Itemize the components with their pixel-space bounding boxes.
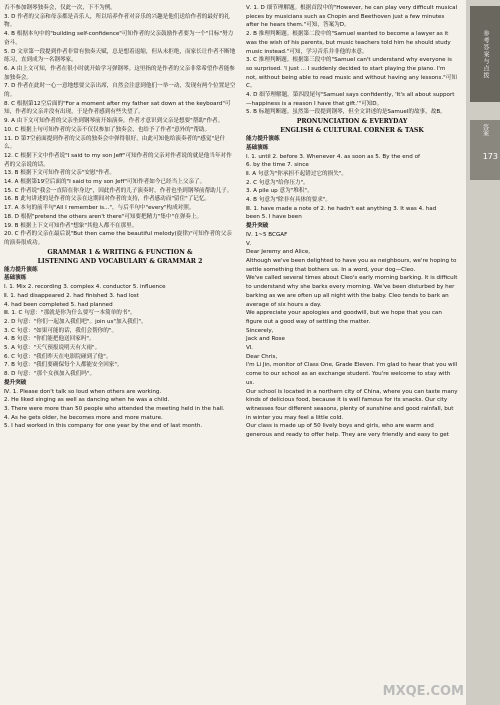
text-line: 4. As he gets older, he becomes more and more mature. (4, 414, 163, 421)
text-line: 能力提升演练 (246, 136, 280, 143)
text-line: 能力提升演练 (4, 266, 38, 273)
text-line: 4. B 句意："你们能把他送回家吗"。 (4, 336, 95, 343)
left-column (4, 4, 236, 431)
text-line: Ⅳ. 1. Please don't talk so loud when others are working. (4, 388, 162, 395)
text-line: 3. A pile up 意为"堆积"。 (246, 188, 313, 195)
text-line: 7. D 作者在此时一心一意地想要父亲出席，自然会注意到他们一举一动，发现有两个位置是空的。 (4, 83, 236, 99)
text-line: Sincerely, (246, 327, 274, 334)
text-line: Our school is located in a northern city of China, where you can taste many kinds of delicious food, because it is well famous for its snacks. Our city witnesses four different seasons, plenty of sunshine and good rainfall, but in winter you may feel a little cold. (246, 388, 458, 421)
text-line: 2. He liked singing as well as dancing when he was a child. (4, 397, 170, 404)
text-line: 否不参加钢琴独奏会，仅此一次，下不为例。 (4, 5, 116, 11)
text-line: 2. D 句意："你们一起加入我们吧"。join us"加入我们"。 (4, 318, 147, 325)
text-line: 10. C 根据上句可知作者的父亲不仅仅参加了独奏会，也给予了作者"意外的"帮助。 (4, 126, 211, 133)
watermark: MXQE.COM (382, 684, 464, 699)
text-line: 7. B 句意："我们要确保每个人都能安全回家"。 (4, 362, 123, 369)
text-line: Ⅱ. 1. had disappeared 2. had finished 3. had lost (4, 292, 139, 299)
text-line: 2. B 推理判断题。根据第二段中的"Samuel wanted to become a lawyer as it was the wish of his parents, but music teachers told him he should study music instead."可知，学习音乐并非他的本意。 (246, 31, 451, 55)
text-line: 3. D 作者的父亲和母亲都是音乐人，所以培养作者对音乐的兴趣是他们送给作者的最好的礼物。 (4, 13, 230, 29)
text-line: Dear Jeremy and Alice, (246, 249, 311, 256)
text-line: We appreciate your apologies and goodwill, but we hope that you can figure out a good way of settling the matter. (246, 310, 442, 325)
text-line: Ⅱ. A 句意为"你承担不起错过它的损失"。 (246, 170, 347, 177)
section-tab: 参考答案与点拨 (470, 6, 500, 102)
text-line: 14. A 根据第19空后面的"I said to my son Jeff"可知作者如今已经当上父亲了。 (4, 179, 206, 186)
text-line: Ⅳ. 1~5 BCGAF (246, 231, 288, 238)
text-line: 6. by the time 7. since (246, 162, 309, 169)
text-line: Ⅲ. 1. have made a note of 2. he hadn't eat anything 3. It was 4. had (246, 205, 437, 212)
text-line: 5. I had worked in this company for one year by the end of last month. (4, 423, 203, 430)
text-line: ENGLISH & CULTURAL CORNER & TASK (280, 127, 424, 135)
text-line: 2. C 句意为"给你压力"。 (246, 179, 309, 186)
text-line: 4. B 句意为"除非有具体的要求"。 (246, 197, 332, 204)
text-line: 3. C 推理判断题。根据第三段中的"Samuel can't understand why everyone is so surprised. 'I just ... I suddenly decided to start playing the piano. I'm not, without being able to read music and without having any lessons."可知C。 (246, 57, 457, 90)
text-line: 12. C 根据下文中作者说"I said to my son Jeff"可知作者的父亲对作者说的就是他当年对作者的父亲说的话。 (4, 152, 232, 168)
text-line: 基础演练 (246, 144, 269, 151)
text-line: Although we've been delighted to have you as neighbours, we're hoping to settle something that bothers us. In a word, your dog—Cleo. (246, 257, 457, 273)
text-line: 13. B 根据下文可知作者的父亲"安慰"作者。 (4, 170, 115, 177)
text-line: Ⅰ. 1. Mix 2. recording 3. complex 4. conductor 5. influence (4, 284, 166, 291)
text-line: 提升突破 (246, 223, 269, 230)
text-line: Our class is made up of 50 lively boys and girls, who are warm and generous and ready to offer help. They are very friendly and easy to get (246, 423, 449, 439)
answer-label: 答案 (481, 124, 489, 136)
text-line: 5. A 句意："天气预报说明天有大雨"。 (4, 345, 101, 352)
text-line: 18. D 根据"pretend the others aren't there"可知要把精力"集中"在弹奏上。 (4, 213, 203, 220)
text-line: 6. C 句意："我们昨天在电影院碰到了他"。 (4, 353, 112, 360)
text-line: 8. D 句意："那个女孩加入我们吗"。 (4, 371, 96, 378)
text-line: Ⅰ. 1. until 2. before 3. Whenever 4. as soon as 5. By the end of (246, 153, 420, 160)
text-line: 5. B 标题判断题。虽然第一段提到钢琴，但全文讲述的是Samuel的故事，故B。 (246, 109, 446, 116)
page-number: 173 (482, 152, 498, 161)
text-line: Ⅴ. (246, 240, 252, 247)
text-line: Ⅴ. 1. D 细节理解题。根据首段中的"However, he can play very difficult musical pieces by musicians such as Chopin and Beethoven just a few minutes after he hears them."可知，答案为D。 (246, 5, 458, 29)
text-line: 基础演练 (4, 275, 27, 282)
text-line: 4. D 细节理解题。第四段尾句"Samuel says confidently, 'It's all about support—happiness is a reason I have that gift.'"可知D。 (246, 92, 455, 107)
text-line: 15. C 作者说"我会一直陪在你身边"，因此作者的儿子演奏时，作者也坐到钢琴前帮助儿子。 (4, 187, 233, 194)
text-line: 提升突破 (4, 379, 27, 386)
text-line: Dear Chris, (246, 353, 278, 360)
text-line: GRAMMAR 1 & WRITING & FUNCTION & (47, 248, 193, 256)
text-line: We've called several times about Cleo's early morning barking. It is difficult to understand why she barks every morning. We've been disturbed by her barking as we are often up all night with the baby. Cleo tends to bark an average of six hours a day. (246, 275, 458, 308)
text-line: 3. There were more than 50 people who attended the meeting held in the hall. (4, 405, 225, 412)
text-line: LISTENING AND VOCABULARY & GRAMMAR 2 (37, 257, 203, 265)
text-line: Ⅲ. 1. C 句意："那就是你为什么要写一本简单的书"。 (4, 310, 136, 317)
text-line: 16. B 此句讲述的是作者的父亲在这期间对作者的支持，作者感动而"留住"了记忆。 (4, 196, 211, 203)
text-line: 19. B 根据上下文可知作者"想象"其他人都不在那里。 (4, 222, 138, 229)
text-line: 9. A 由下文可知作者的父亲坐到钢琴前开始演奏，作者才意识到父亲是想要"帮助"作者。 (4, 118, 224, 125)
text-line: been 5. I have been (246, 214, 302, 221)
text-line: Jack and Rose (246, 336, 285, 343)
text-line: 6. A 由上文可知，作者在很小时就开始学习弹钢琴。这里指的是作者的父亲非常希望作者能参加独奏会。 (4, 65, 235, 81)
side-bar (466, 0, 500, 705)
right-column (246, 4, 458, 440)
text-line: Ⅵ. (246, 345, 253, 352)
text-line: 3. C 句意："如果可能的话，我们会帮你的"。 (4, 327, 118, 334)
text-line: 17. A 本句的前半句"All I remember is..."，与后半句中"every"构成对照。 (4, 205, 195, 212)
text-line: 4. B 根据本句中的"building self-confidence"可知作者的父亲鼓励作者要为一个"目标"努力奋斗。 (4, 31, 234, 46)
text-line: I'm Li Jin, monitor of Class One, Grade Eleven. I'm glad to hear that you will come to our school as an exchange student. You're welcome to stay with us. (246, 362, 458, 386)
answer-tab (470, 120, 500, 180)
text-line: 11. D 第7空前面提到作者的父亲的独奏会中弹得很好，由此可知他给演奏者的"感觉"是什么。 (4, 135, 226, 151)
text-line: 20. C 作者的父亲在最后说"But then came the beautiful melody(旋律)"可知作者的父亲的演奏很成功。 (4, 231, 232, 246)
text-line: 8. C 根据第12空后面的"For a moment after my father sat down at the keyboard"可知，作者的父亲并没有出现，于是作者感到有些失望了。 (4, 100, 231, 116)
text-line: PRONUNCIATION & EVERYDAY (296, 118, 408, 126)
text-line: 4. had been completed 5. had planned (4, 301, 113, 308)
text-line: 5. D 文章第一段提到作者非常有独奏天赋，总是想着退缩，但从未拒绝，而家长让作者不断地练习，直到成为一名钢琴家。 (4, 48, 236, 64)
